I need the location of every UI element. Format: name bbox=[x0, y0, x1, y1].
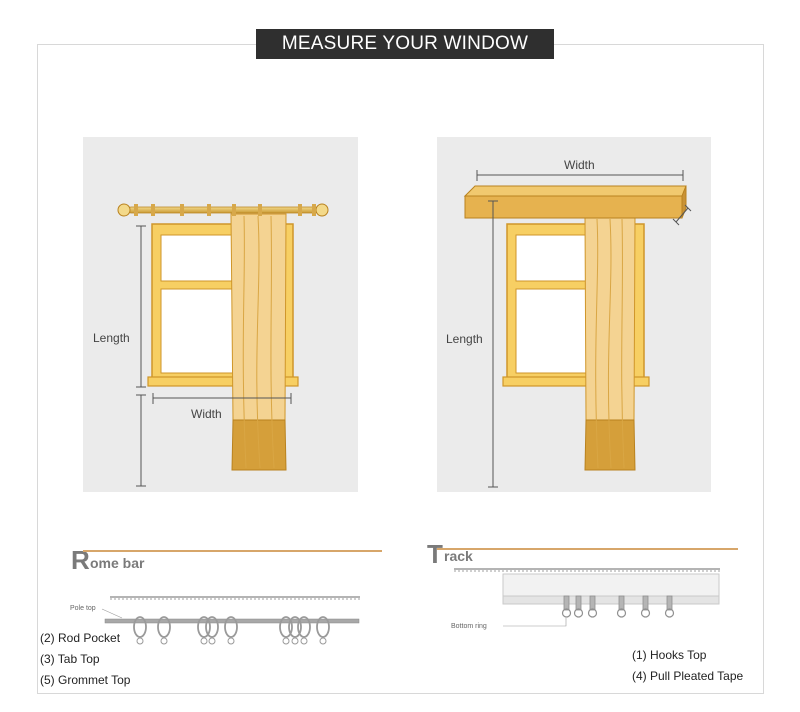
right-pelmet-box bbox=[465, 186, 686, 218]
pole-top-label: Pole top bbox=[70, 605, 96, 612]
rome-bar-type-list bbox=[40, 628, 130, 691]
left-length-label: Length bbox=[93, 331, 130, 345]
track-section bbox=[427, 539, 738, 630]
rome-bar-heading: ome bar bbox=[90, 555, 145, 571]
page-title: MEASURE YOUR WINDOW bbox=[256, 29, 554, 59]
bottom-ring-label: Bottom ring bbox=[451, 623, 487, 630]
track-rail bbox=[503, 574, 719, 604]
track-initial: T bbox=[427, 539, 443, 569]
right-width-label: Width bbox=[564, 158, 595, 172]
type-grommet-top: (5) Grommet Top bbox=[40, 673, 131, 687]
type-pull-pleated-tape: (4) Pull Pleated Tape bbox=[632, 669, 744, 683]
right-length-label: Length bbox=[446, 332, 483, 346]
type-tab-top: (3) Tab Top bbox=[40, 652, 100, 666]
type-rod-pocket: (2) Rod Pocket bbox=[40, 631, 121, 645]
track-heading: rack bbox=[444, 548, 473, 564]
left-curtain bbox=[231, 214, 286, 470]
rome-bar-initial: R bbox=[71, 545, 90, 575]
left-width-label: Width bbox=[191, 407, 222, 421]
left-panel bbox=[83, 137, 358, 492]
track-type-list bbox=[632, 645, 743, 687]
type-hooks-top: (1) Hooks Top bbox=[632, 648, 707, 662]
right-curtain bbox=[585, 217, 635, 470]
right-panel bbox=[437, 137, 711, 492]
